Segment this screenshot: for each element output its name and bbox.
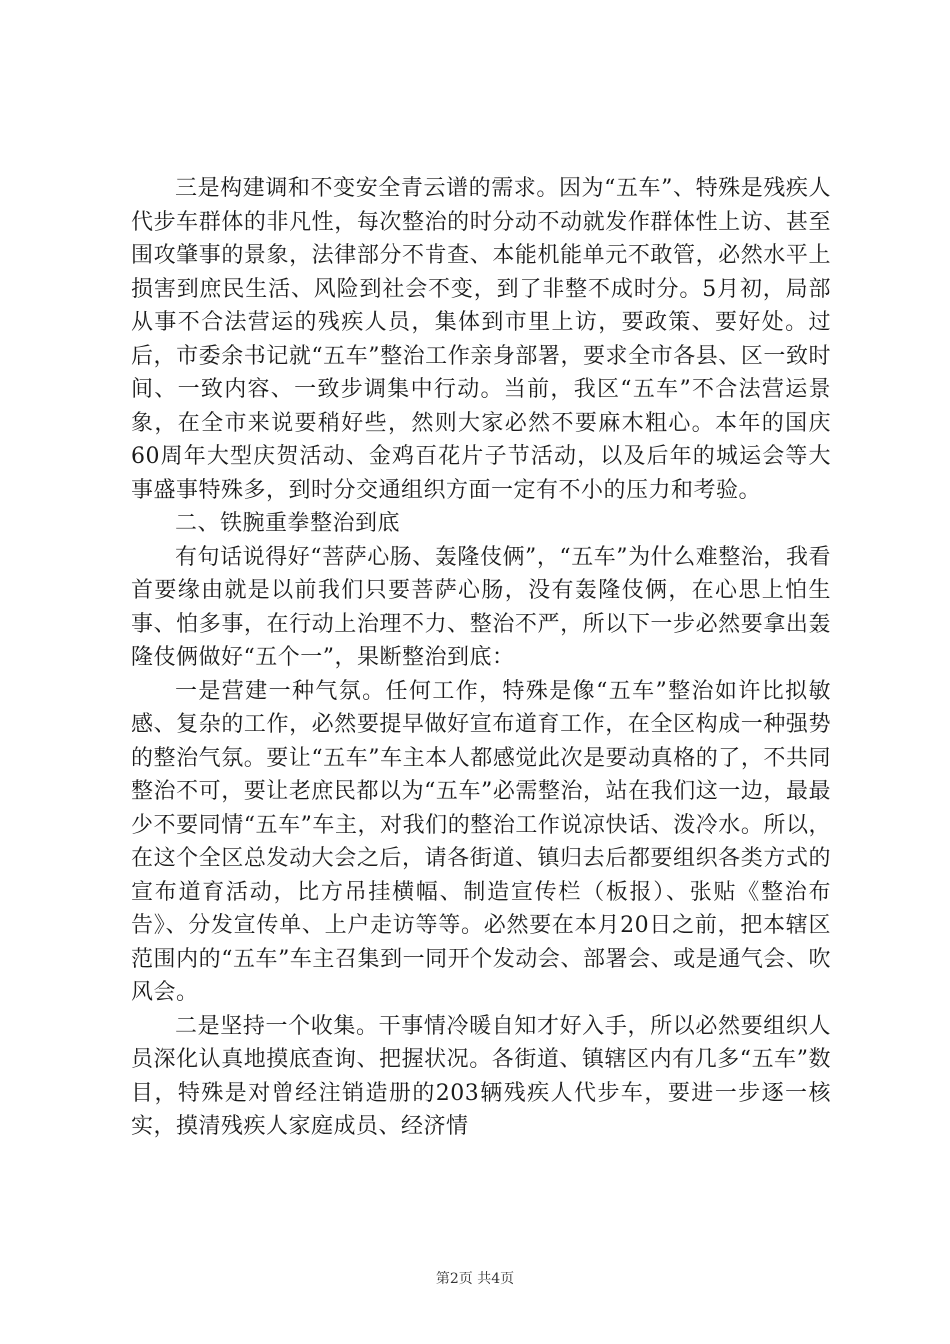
document-body [131,172,831,1144]
page-number-label: 第2页 共4页 [435,1271,515,1287]
paragraph-atmosphere: 一是营建一种气氛。任何工作，特殊是像“五车”整治如许比拟敏感、复杂的工作，必然要提早做好宣布道育工作，在全区构成一种强势的整治气氛。要让“五车”车主本人都感觉此次是要动真格的了，不共同整治不可，要让老庶民都以为“五车”必需整治，站在我们这一边，最最少不要同情“五车”车主，对我们的整治工作说凉快话、泼冷水。所以，在这个全区总发动大会之后，请各街道、镇归去后都要组织各类方式的宣布道育活动，比方吊挂横幅、制造宣传栏（板报）、张贴《整治布告》、分发宣传单、上户走访等等。必然要在本月20日之前，把本辖区范围内的“五车”车主召集到一同开个发动会、部署会、或是通气会、吹风会。 [131,678,831,1005]
section-heading: 二、铁腕重拳整治到底 [175,511,401,536]
paragraph-rectify-intro: 有句话说得好“菩萨心肠、轰隆伎俩”，“五车”为什么难整治，我看首要缘由就是以前我们只要菩萨心肠，没有轰隆伎俩，在心思上怕生事、怕多事，在行动上治理不力、整治不严，所以下一步必然要拿出轰隆伎俩做好“五个一”，果断整治到底： [131,544,831,670]
page-footer [0,1268,950,1288]
paragraph-collection: 二是坚持一个收集。干事情冷暖自知才好入手，所以必然要组织人员深化认真地摸底查询、把握状况。各街道、镇辖区内有几多“五车”数目，特殊是对曾经注销造册的203辆残疾人代步车，要进一步逐一核实，摸清残疾人家庭成员、经济情 [131,1013,831,1139]
paragraph-stability-need: 三是构建调和不变安全青云谱的需求。因为“五车”、特殊是残疾人代步车群体的非凡性，每次整治的时分动不动就发作群体性上访、甚至围攻肇事的景象，法律部分不肯查、本能机能单元不敢管，必然水平上损害到庶民生活、风险到社会不变，到了非整不成时分。5月初，局部从事不合法营运的残疾人员，集体到市里上访，要政策、要好处。过后，市委余书记就“五车”整治工作亲身部署，要求全市各县、区一致时间、一致内容、一致步调集中行动。当前，我区“五车”不合法营运景象，在全市来说要稍好些，然则大家必然不要麻木粗心。本年的国庆60周年大型庆贺活动、金鸡百花片子节活动，以及后年的城运会等大事盛事特殊多，到时分交通组织方面一定有不小的压力和考验。 [131,176,831,503]
